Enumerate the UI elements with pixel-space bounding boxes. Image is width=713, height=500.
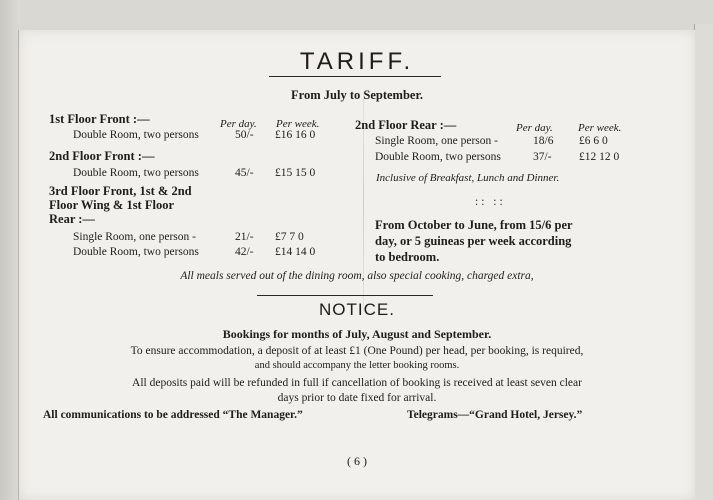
next-page-edge: [694, 24, 713, 500]
inclusive-meals-note: Inclusive of Breakfast, Lunch and Dinner.: [376, 172, 560, 184]
refund-line1: All deposits paid will be refunded in full if cancellation of booking is received at least seven clear: [132, 377, 582, 389]
page-shadow: [0, 0, 20, 500]
bookings-heading: Bookings for months of July, August and September.: [222, 327, 492, 341]
rate-per-day: 21/-: [235, 231, 254, 243]
rate-per-week: £15 15 0: [275, 167, 316, 179]
tariff-page: [18, 30, 695, 500]
rate-per-day: 45/-: [235, 167, 254, 179]
refund-line2: days prior to date fixed for arrival.: [277, 392, 437, 404]
title-underline: [269, 76, 441, 77]
page-title: TARIFF.: [299, 48, 415, 75]
rate-per-week: £12 12 0: [579, 151, 620, 163]
header-per-week-left: Per week.: [276, 118, 320, 130]
section-3rd-floor-heading-line3: Rear :—: [49, 212, 95, 226]
notice-title: NOTICE.: [319, 300, 395, 319]
offseason-rate-line2: day, or 5 guineas per week according: [375, 234, 572, 248]
header-per-day-left: Per day.: [220, 118, 257, 130]
telegrams-note: Telegrams—“Grand Hotel, Jersey.”: [407, 409, 583, 421]
rate-label: Double Room, two persons: [375, 151, 501, 163]
rate-per-week: £16 16 0: [275, 129, 316, 141]
notice-rule: [257, 295, 433, 296]
header-per-day-right: Per day.: [516, 122, 553, 134]
section-2nd-floor-front: 2nd Floor Front :—: [49, 149, 155, 163]
meals-note: All meals served out of the dining room, also special cooking, charged extra,: [180, 270, 534, 282]
rate-per-week: £14 14 0: [275, 246, 316, 258]
section-separator: :: ::: [475, 196, 506, 208]
rate-label: Single Room, one person -: [375, 135, 498, 147]
section-2nd-floor-rear: 2nd Floor Rear :—: [355, 118, 457, 132]
rate-label: Double Room, two persons: [73, 167, 199, 179]
rate-label: Double Room, two persons: [73, 129, 199, 141]
rate-per-week: £7 7 0: [275, 231, 304, 243]
section-3rd-floor-heading-line1: 3rd Floor Front, 1st & 2nd: [49, 184, 192, 198]
offseason-rate-line3: to bedroom.: [375, 250, 440, 264]
deposit-line2: and should accompany the letter booking rooms.: [254, 360, 460, 371]
deposit-line1: To ensure accommodation, a deposit of at least £1 (One Pound) per head, per booking, is required,: [130, 345, 584, 357]
section-1st-floor-front: 1st Floor Front :—: [49, 112, 150, 126]
rate-per-day: 37/-: [533, 151, 552, 163]
season-subtitle: From July to September.: [291, 88, 423, 102]
rate-per-day: 18/6: [533, 135, 554, 147]
rate-label: Single Room, one person -: [73, 231, 196, 243]
rate-label: Double Room, two persons: [73, 246, 199, 258]
rate-per-week: £6 6 0: [579, 135, 608, 147]
header-per-week-right: Per week.: [578, 122, 622, 134]
rate-per-day: 42/-: [235, 246, 254, 258]
communications-note: All communications to be addressed “The Manager.”: [43, 409, 303, 421]
rate-per-day: 50/-: [235, 129, 254, 141]
section-3rd-floor-heading-line2: Floor Wing & 1st Floor: [49, 198, 174, 212]
offseason-rate-line1: From October to June, from 15/6 per: [375, 218, 573, 232]
page-number: ( 6 ): [347, 454, 367, 468]
